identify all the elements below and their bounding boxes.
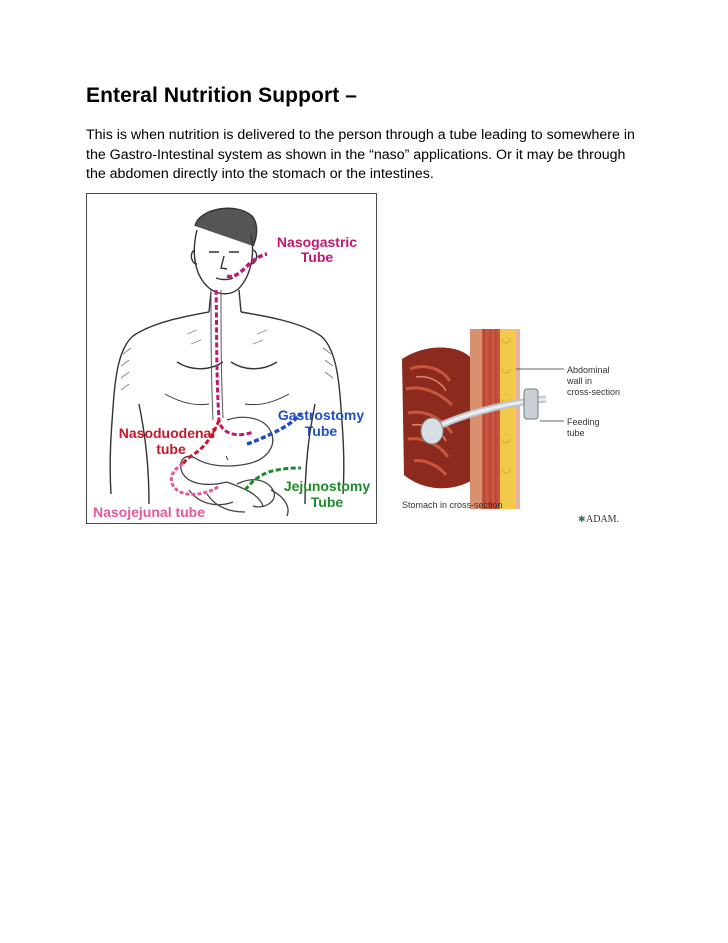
label-abdominal-line2: wall in [567,376,593,386]
stomach-crosssection-diagram [396,329,634,526]
label-gastrostomy-line2: Tube [304,423,338,439]
intro-paragraph [86,126,656,185]
label-abdominal-line3: cross-section [567,387,621,397]
logo-adam-mark: ✱ [578,514,586,524]
paragraph-line-3: the abdomen directly into the stomach or the intestines. [86,166,434,182]
label-jejunostomy-line2: Tube [310,494,344,510]
label-feeding-line1: Feeding [567,417,600,427]
feeding-tubes-illustration [87,194,376,523]
label-jejunostomy-line1: Jejunostomy [283,478,371,494]
nasogastric-tube-line [227,254,267,277]
paragraph-line-2: the Gastro-Intestinal system as shown in the “naso” applications. Or it may be through [86,146,626,163]
crosssection-illustration [396,329,634,526]
feeding-tubes-diagram [86,193,377,524]
paragraph-line-1: This is when nutrition is delivered to the person through a tube leading to somewhere in [86,127,635,143]
label-nasoduodenal-line1: Nasoduodenal [118,425,216,441]
label-nasojejunal: Nasojejunal tube [93,504,206,520]
label-nasogastric-line2: Tube [300,249,334,265]
label-nasoduodenal-line2: tube [156,441,186,457]
nasojejunal-tube-line [171,464,219,494]
label-nasogastric-line1: Nasogastric [276,234,358,250]
page-title: Enteral Nutrition Support – [86,84,358,107]
abdominal-wall-layers [470,329,520,509]
logo-adam: ADAM. [586,514,620,525]
label-feeding-line2: tube [567,428,585,438]
label-gastrostomy-line1: Gastrostomy [277,407,365,423]
label-stomach: Stomach in cross-section [402,500,503,510]
label-abdominal-line1: Abdominal [567,365,610,375]
